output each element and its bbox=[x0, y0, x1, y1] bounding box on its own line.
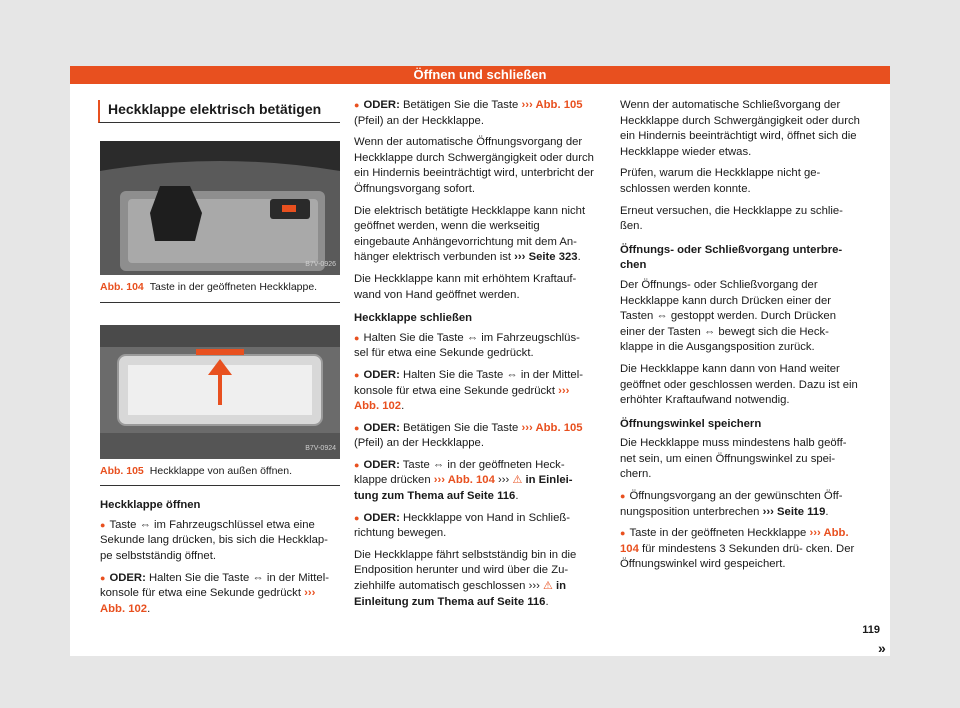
paragraph: Die Heckklappe kann mit erhöhtem Kraftauf- wand von Hand geöffnet werden. bbox=[354, 272, 577, 301]
figure-label: Abb. 105 bbox=[100, 464, 144, 477]
figure-caption-text: Heckklappe von außen öffnen. bbox=[149, 464, 293, 477]
figure-105 bbox=[100, 325, 340, 459]
page-number: 119 bbox=[862, 624, 880, 636]
cross-reference-link[interactable]: ››› Seite 119 bbox=[762, 505, 826, 518]
cross-reference-link[interactable]: in Einleitung zum Thema auf Seite 116 bbox=[354, 580, 567, 608]
cross-reference-link[interactable]: ››› Abb. 104 bbox=[620, 527, 849, 555]
paragraph: Prüfen, warum die Heckklappe nicht ge- schlossen werden konnte. bbox=[620, 167, 821, 195]
section-title: Heckklappe elektrisch betätigen bbox=[98, 100, 340, 123]
cross-reference-link[interactable]: ››› Abb. 102 bbox=[354, 384, 570, 413]
paragraph: Die elektrisch betätigte Heckklappe kann nicht geöffnet werden, wenn die werkseitig eingebaute Anhängevorrichtung mit dem An- hänger elektrisch verbunden ist ››› Seite 323. bbox=[354, 204, 586, 264]
bullet: ● Taste ⇔ im Fahrzeugschlüssel etwa eine Sekunde lang drücken, bis sich die Heckklap- pe selbstständig öffnet. bbox=[100, 518, 340, 565]
bullet: ● Öffnungsvorgang an der gewünschten Öff- nungsposition unterbrechen ››› Seite 119. bbox=[620, 489, 860, 520]
cross-reference-link[interactable]: in Einlei- tung zum Thema auf Seite 116 bbox=[354, 474, 573, 503]
paragraph: Erneut versuchen, die Heckklappe zu schlie- ßen. bbox=[620, 204, 843, 233]
figure-label: Abb. 104 bbox=[100, 281, 144, 293]
manual-page bbox=[70, 66, 890, 656]
paragraph: Wenn der automatische Schließvorgang der Heckklappe durch Schwergängigkeit oder durch ein Hindernis beeinträchtigt wird, öffnet sich die Heckklappe wieder etwas. bbox=[620, 99, 860, 158]
paragraph: Die Heckklappe muss mindestens halb geöff- net sein, um einen Öffnungswinkel zu spei- chern. bbox=[620, 437, 847, 481]
bullet: ● ODER: Heckklappe von Hand in Schließ- richtung bewegen. bbox=[354, 511, 594, 542]
bullet: ● ODER: Halten Sie die Taste ⇔ in der Mittel- konsole für etwa eine Sekunde gedrückt ››› Abb. 102. bbox=[100, 571, 340, 618]
figure-tag: B7V-0924 bbox=[305, 445, 336, 452]
continue-arrow-icon: » bbox=[878, 640, 886, 656]
cross-reference-link[interactable]: ››› Abb. 105 bbox=[521, 421, 583, 434]
column-2 bbox=[354, 98, 594, 616]
warning-icon: ⚠ bbox=[543, 580, 553, 593]
paragraph: Die Heckklappe kann dann von Hand weiter geöffnet oder geschlossen werden. Dazu ist ein erhöhter Kraftaufwand notwendig. bbox=[620, 362, 858, 407]
tailgate-button-illustration bbox=[100, 141, 340, 275]
bullet: ● ODER: Halten Sie die Taste ⇔ in der Mittel- konsole für etwa eine Sekunde gedrückt ››› Abb. 102. bbox=[354, 368, 594, 415]
cross-reference-link[interactable]: ››› Abb. 104 bbox=[433, 474, 495, 487]
chapter-header: Öffnen und schließen bbox=[70, 66, 890, 84]
cross-reference-link[interactable]: ››› Seite 323 bbox=[514, 251, 578, 264]
subheading-open: Heckklappe öffnen bbox=[100, 499, 201, 512]
figure-caption-text: Taste in der geöffneten Heckklappe. bbox=[149, 281, 318, 293]
subheading-close: Heckklappe schließen bbox=[354, 312, 473, 325]
bullet: ● Halten Sie die Taste ⇔ im Fahrzeugschlüs- sel für etwa eine Sekunde gedrückt. bbox=[354, 331, 594, 362]
cross-reference-link[interactable]: ››› Abb. 102 bbox=[100, 587, 316, 615]
bullet: ● ODER: Betätigen Sie die Taste ››› Abb. 105 (Pfeil) an der Heckklappe. bbox=[354, 98, 594, 129]
figure-tag: B7V-0926 bbox=[305, 261, 336, 269]
bullet: ● Taste in der geöffneten Heckklappe ››› Abb. 104 für mindestens 3 Sekunden drü- cken. Der Öffnungswinkel wird gespeichert. bbox=[620, 526, 860, 573]
subheading-save-angle: Öffnungswinkel speichern bbox=[620, 417, 762, 430]
paragraph: Die Heckklappe fährt selbstständig bin in die Endposition herunter und wird über die Zu- ziehhilfe automatisch geschlossen ››› ⚠ in Einleitung zum Thema auf Seite 116. bbox=[354, 548, 577, 608]
column-1 bbox=[100, 100, 340, 623]
figure-caption bbox=[100, 459, 340, 487]
paragraph: Der Öffnungs- oder Schließvorgang der Heckklappe kann durch Drücken einer der Tasten ⇔ gestoppt werden. Durch Drücken einer der Tasten ⇔ bewegt sich die Heck- klappe in die Ausgangsposition zurück. bbox=[620, 278, 837, 354]
figure-104 bbox=[100, 141, 340, 275]
column-3 bbox=[620, 98, 860, 579]
cross-reference-link[interactable]: ››› Abb. 105 bbox=[521, 99, 583, 111]
subheading-interrupt: Öffnungs- oder Schließvorgang unterbre- chen bbox=[620, 243, 843, 272]
figure-caption bbox=[100, 275, 340, 303]
warning-icon: ⚠ bbox=[512, 474, 523, 487]
paragraph: Wenn der automatische Öffnungsvorgang der Heckklappe durch Schwergängigkeit oder durch ein Hindernis beeinträchtigt wird, unterbricht der Öffnungsvorgang sofort. bbox=[354, 136, 594, 195]
bullet: ● ODER: Taste ⇔ in der geöffneten Heck- klappe drücken ››› Abb. 104 ››› ⚠ in Einlei- tung zum Thema auf Seite 116. bbox=[354, 458, 594, 505]
tailgate-outside-illustration bbox=[100, 325, 340, 459]
bullet: ● ODER: Betätigen Sie die Taste ››› Abb. 105 (Pfeil) an der Heckklappe. bbox=[354, 421, 594, 452]
